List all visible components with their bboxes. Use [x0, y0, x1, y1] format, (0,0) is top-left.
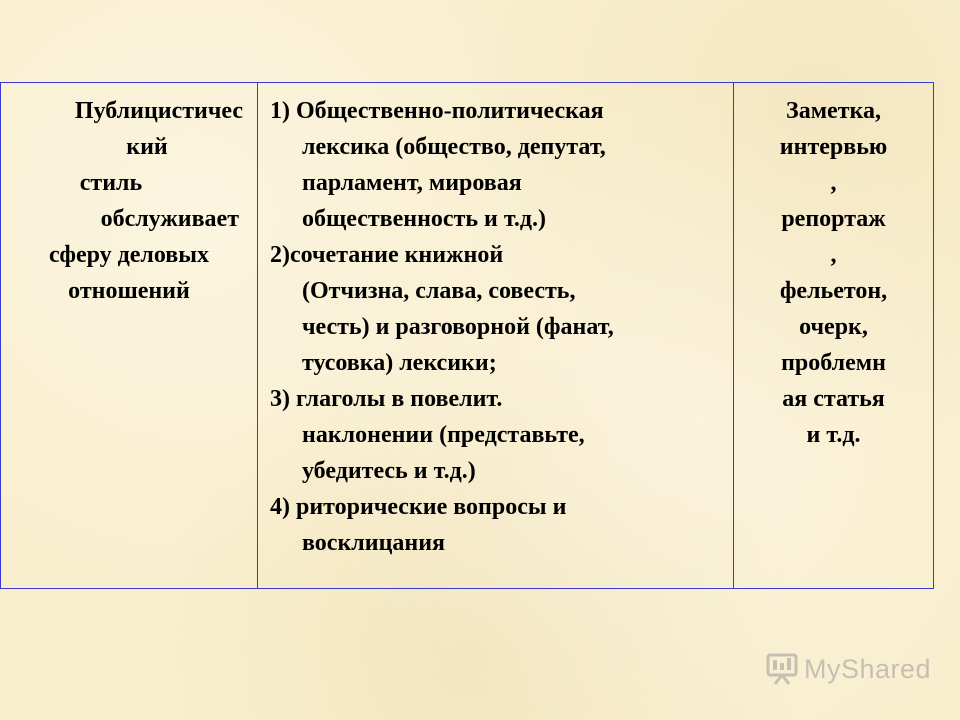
feature-line: 3) глаголы в повелит. [270, 386, 503, 412]
style-line: сферу деловых [49, 242, 209, 268]
presentation-board-icon [766, 652, 798, 686]
genre-line: , [830, 170, 837, 196]
feature-line: парламент, мировая [302, 170, 522, 196]
genre-line: очерк, [799, 314, 868, 340]
content-table [0, 82, 934, 589]
genre-line: проблемн [781, 350, 886, 376]
style-cell [1, 83, 257, 588]
feature-line: восклицания [302, 530, 446, 556]
genre-line: репортаж [781, 206, 886, 232]
genre-line: , [830, 242, 837, 268]
style-line: отношений [68, 278, 190, 304]
myshared-watermark [766, 652, 931, 686]
style-line: стиль [79, 170, 143, 196]
genres-cell [733, 83, 933, 588]
genre-line: ая статья [782, 386, 885, 412]
genre-line: фельетон, [779, 278, 888, 304]
genre-line: и т.д. [806, 422, 861, 448]
feature-line: (Отчизна, слава, совесть, [302, 278, 576, 304]
style-line: обслуживает [100, 206, 239, 232]
style-line: Публицистичес [74, 98, 243, 124]
feature-line: 1) Общественно-политическая [270, 98, 604, 124]
feature-line: убедитесь и т.д.) [302, 458, 476, 484]
genre-line: интервью [779, 134, 888, 160]
watermark-text: MyShared [804, 653, 932, 684]
style-line: кий [126, 134, 168, 160]
features-cell [257, 83, 733, 588]
feature-line: лексика (общество, депутат, [302, 134, 606, 160]
feature-line: тусовка) лексики; [302, 350, 497, 376]
feature-line: честь) и разговорной (фанат, [302, 314, 614, 340]
feature-line: 2)сочетание книжной [270, 242, 504, 268]
genre-line: Заметка, [786, 98, 881, 124]
feature-line: наклонении (представьте, [302, 422, 585, 448]
feature-line: 4) риторические вопросы и [270, 494, 567, 520]
feature-line: общественность и т.д.) [302, 206, 546, 232]
